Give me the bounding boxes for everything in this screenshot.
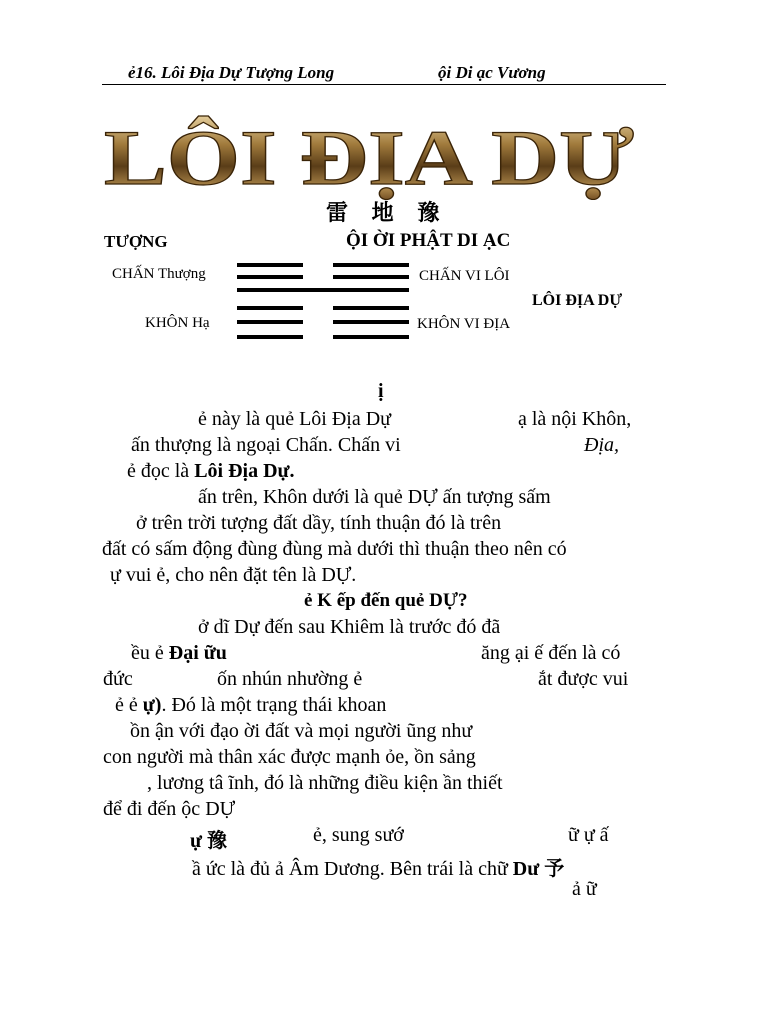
line-6 — [237, 263, 303, 267]
body-line: ăng ại ế đến là có — [481, 642, 621, 664]
body-line: ấn thượng là ngoại Chấn. Chấn vi — [131, 434, 401, 456]
line-5 — [237, 275, 303, 279]
body-line: con người mà thân xác được mạnh ỏe, ồn sảng — [103, 746, 476, 768]
body-line: ự vui ẻ, cho nên đặt tên là DỰ. — [110, 564, 357, 586]
title-chinese: 雷 地 豫 — [326, 201, 448, 226]
body-line: ẻ này là quẻ Lôi Địa Dự — [198, 408, 391, 430]
title-wordart — [100, 108, 640, 200]
section-heading: ị — [378, 380, 384, 402]
body-line — [115, 694, 386, 717]
subtitle-left: TƯỢNG — [104, 232, 168, 251]
line-3 — [333, 306, 409, 310]
body-text: ẻ đọc là — [127, 460, 195, 482]
body-line: ắt được vui — [538, 668, 629, 690]
hexagram-ref: Đại ữu — [168, 642, 227, 664]
character-ref: Dư 予 — [512, 858, 565, 880]
title-text: LÔI ĐỊA DỰ — [104, 114, 634, 200]
body-line: để đi đến ộc DỰ — [103, 798, 236, 820]
character-ref: ự 豫 — [190, 830, 228, 852]
header-rule — [102, 84, 666, 85]
header-right: ội Di ạc Vương — [438, 63, 546, 82]
line-3 — [237, 306, 303, 310]
question-heading: ẻ K ếp đến quẻ DỰ? — [304, 590, 468, 611]
lower-trigram-label: KHÔN Hạ — [145, 315, 210, 331]
line-6 — [333, 263, 409, 267]
body-line: ạ là nội Khôn, — [518, 408, 632, 430]
lower-trigram-meaning: KHÔN VI ĐỊA — [417, 316, 511, 332]
line-1 — [333, 335, 409, 339]
body-line: Địa, — [584, 434, 619, 456]
hexagram-name: LÔI ĐỊA DỰ — [532, 292, 623, 309]
line-2 — [333, 320, 409, 324]
body-text: ều ẻ — [131, 642, 169, 664]
body-line: đất có sấm động đùng đùng mà dưới thì thuận theo nên có — [102, 538, 567, 560]
subtitle-right: ỘI ỜI PHẬT DI ẠC — [346, 230, 511, 251]
hexagram-ref: ự) — [142, 694, 162, 716]
body-line — [131, 642, 227, 665]
body-line: , lương tâ ĩnh, đó là những điều kiện ần thiết — [147, 772, 503, 794]
body-line: ở trên trời tượng đất dầy, tính thuận đó là trên — [136, 512, 502, 534]
body-line: ấn trên, Khôn dưới là quẻ DỰ ấn tượng sấm — [198, 486, 551, 508]
header-left: ẻ16. Lôi Địa Dự Tượng Long — [128, 63, 335, 82]
body-line: ở dĩ Dự đến sau Khiêm là trước đó đã — [198, 616, 501, 638]
body-line: ữ ự ấ — [568, 824, 609, 846]
body-line — [127, 460, 295, 483]
upper-trigram-label: CHẤN Thượng — [112, 266, 206, 282]
body-line: ẻ, sung sướ — [313, 824, 404, 846]
hexagram-name-inline: Lôi Địa Dự. — [194, 460, 295, 482]
body-line: ả ữ — [572, 878, 597, 900]
line-2 — [237, 320, 303, 324]
body-line — [192, 852, 564, 881]
line-5 — [333, 275, 409, 279]
body-line: đức — [103, 668, 133, 690]
line-1 — [237, 335, 303, 339]
upper-trigram-meaning: CHẤN VI LÔI — [419, 268, 510, 284]
line-4 — [237, 288, 409, 292]
body-line: ốn nhún nhường ẻ — [217, 668, 363, 690]
body-text: ầ ức là đủ ả Âm Dương. Bên trái là chữ — [192, 858, 513, 880]
body-text: ẻ ẻ — [115, 694, 143, 716]
body-line: ồn ận với đạo ời đất và mọi người ũng như — [130, 720, 473, 742]
body-text: . Đó là một trạng thái khoan — [161, 694, 387, 716]
